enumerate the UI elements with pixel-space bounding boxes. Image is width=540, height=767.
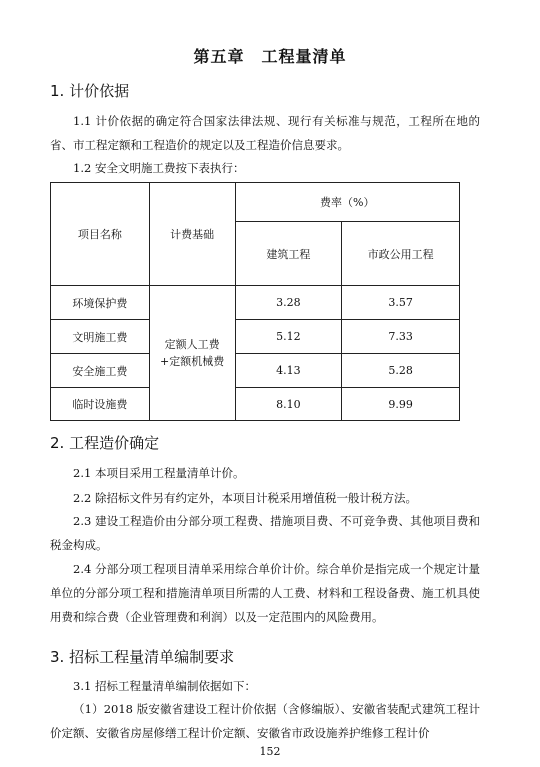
row-municipal-rate: 5.28 [342, 354, 460, 388]
header-item-name: 项目名称 [51, 183, 150, 286]
row-name: 文明施工费 [51, 320, 150, 354]
paragraph-3-2: （1）2018 版安徽省建设工程计价依据（含修编版）、安徽省装配式建筑工程计价定额、安徽省房屋修缮工程计价定额、安徽省市政设施养护维修工程计价 [50, 702, 480, 740]
paragraph-1-2: 1.2 安全文明施工费按下表执行： [73, 161, 245, 175]
paragraph-2-3: 2.3 建设工程造价由分部分项工程费、措施项目费、不可竞争费、其他项目费和税金构成。 [50, 514, 480, 552]
paragraph-2-2: 2.2 除招标文件另有约定外，本项目计税采用增值税一般计税方法。 [73, 491, 417, 505]
row-building-rate: 4.13 [235, 354, 342, 388]
paragraph-2-1: 2.1 本项目采用工程量清单计价。 [73, 466, 245, 480]
page-number: 152 [259, 745, 281, 758]
header-municipal: 市政公用工程 [342, 222, 460, 286]
safety-fee-table [50, 182, 460, 421]
paragraph-1-1: 1.1 计价依据的确定符合国家法律法规、现行有关标准与规范，工程所在地的省、市工程定额和工程造价的规定以及工程造价信息要求。 [50, 114, 480, 152]
row-building-rate: 8.10 [235, 388, 342, 421]
row-name: 环境保护费 [51, 286, 150, 320]
header-rate: 费率（%） [235, 183, 459, 222]
section-3-heading: 3. 招标工程量清单编制要求 [50, 648, 235, 666]
row-building-rate: 5.12 [235, 320, 342, 354]
header-building: 建筑工程 [235, 222, 342, 286]
row-building-rate: 3.28 [235, 286, 342, 320]
chapter-title: 第五章 工程量清单 [193, 47, 347, 66]
row-municipal-rate: 9.99 [342, 388, 460, 421]
row-municipal-rate: 7.33 [342, 320, 460, 354]
row-name: 临时设施费 [51, 388, 150, 421]
section-1-heading: 1. 计价依据 [50, 82, 130, 100]
paragraph-3-1: 3.1 招标工程量清单编制依据如下： [73, 679, 256, 693]
basis-value: 定额人工费+定额机械费 [149, 286, 235, 421]
row-name: 安全施工费 [51, 354, 150, 388]
paragraph-2-4: 2.4 分部分项工程项目清单采用综合单价计价。综合单价是指完成一个规定计量单位的分部分项工程和措施清单项目所需的人工费、材料和工程设备费、施工机具使用费和综合费（企业管理费和利润）以及一定范围内的风险费用。 [50, 562, 480, 624]
section-2-heading: 2. 工程造价确定 [50, 434, 160, 452]
row-municipal-rate: 3.57 [342, 286, 460, 320]
header-basis: 计费基础 [149, 183, 235, 286]
